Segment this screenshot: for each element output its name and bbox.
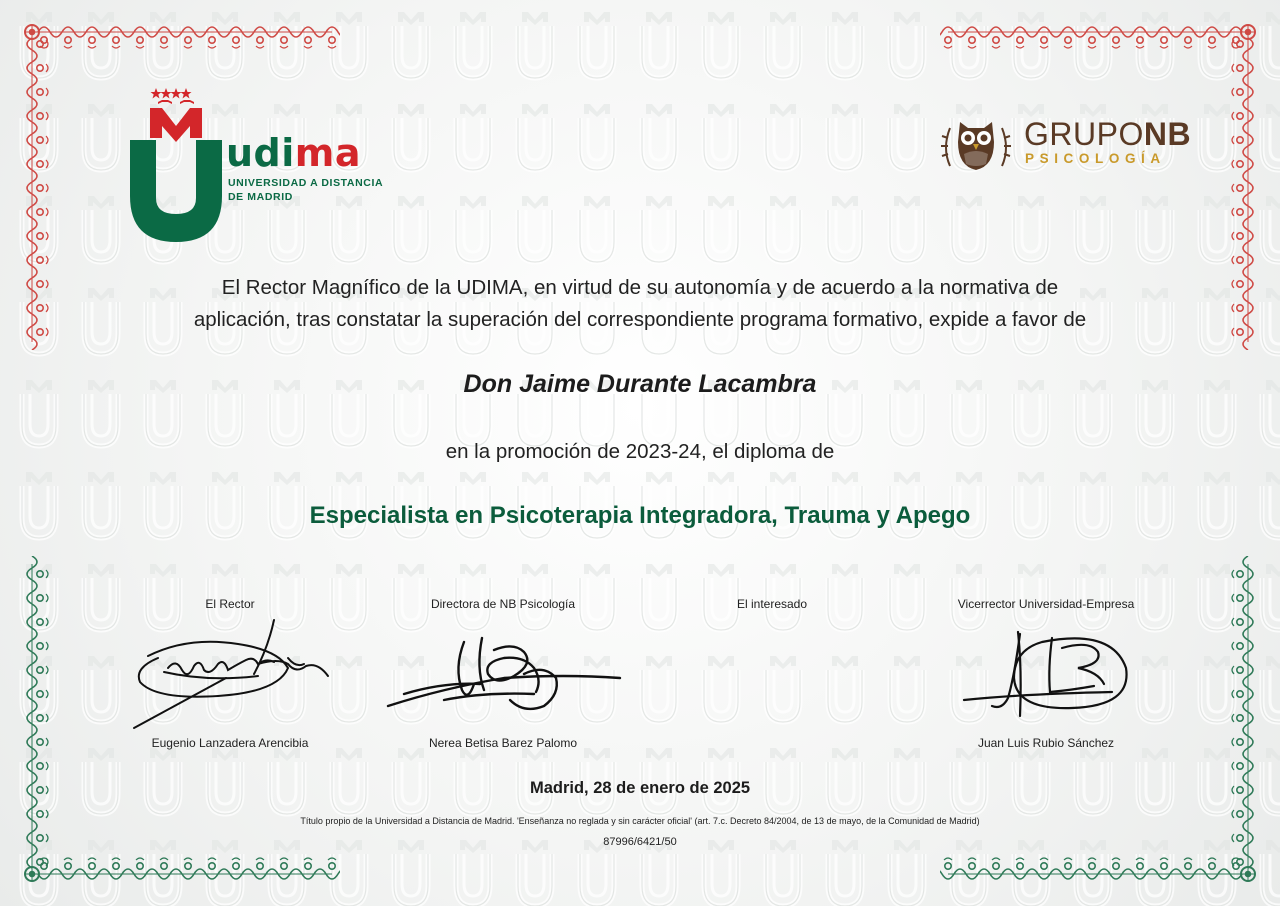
intro-line-2: aplicación, tras constatar la superación del correspondiente programa formativo, expide a favor de [193,308,1087,331]
grupo-nb-logo [940,108,1210,180]
udima-wordmark-part1: udi [226,131,295,175]
signature-name-vicerector: Juan Luis Rubio Sánchez [977,736,1115,750]
signature-rector-handwritten [128,618,338,730]
program-title: Especialista en Psicoterapia Integradora, Trauma y Apego [309,502,971,529]
signature-role-vicerector: Vicerrector Universidad-Empresa [957,597,1135,611]
border-top-right-ornament-icon [940,20,1260,350]
promotion-text: en la promoción de 2023-24, el diploma de [445,440,835,463]
intro-line-1: El Rector Magnífico de la UDIMA, en virtud de su autonomía y de acuerdo a la normativa de [221,276,1059,299]
signature-vicerector-handwritten [962,628,1132,720]
udima-logo [128,86,388,246]
udima-subtitle-line1: UNIVERSIDAD A DISTANCIA [228,177,384,189]
udima-subtitle-line2: DE MADRID [228,191,293,203]
partner-name [1024,116,1191,153]
signature-role-director: Directora de NB Psicología [430,597,576,611]
signature-name-rector: Eugenio Lanzadera Arencibia [151,736,309,750]
registry-number: 87996/6421/50 [603,836,677,848]
signature-role-student: El interesado [736,597,808,611]
udima-wordmark-part2: ma [294,131,362,175]
place-and-date: Madrid, 28 de enero de 2025 [529,779,751,797]
udima-wordmark [226,131,361,175]
signature-role-rector: El Rector [205,597,255,611]
udima-u-logo-icon [128,86,224,246]
legal-note: Título propio de la Universidad a Distancia de Madrid. 'Enseñanza no reglada y sin carácter oficial' (art. 7.c. Decreto 84/2004, de 13 de mayo, de la Comunidad de Madrid) [300,816,980,826]
partner-name-light: GRUPO [1024,116,1144,152]
signature-director-handwritten [384,628,624,718]
recipient-name: Don Jaime Durante Lacambra [463,370,817,398]
owl-icon [940,108,1012,180]
partner-name-bold: NB [1143,116,1192,152]
partner-subtitle: PSICOLOGÍA [1025,151,1166,166]
signature-name-director: Nerea Betisa Barez Palomo [428,736,578,750]
